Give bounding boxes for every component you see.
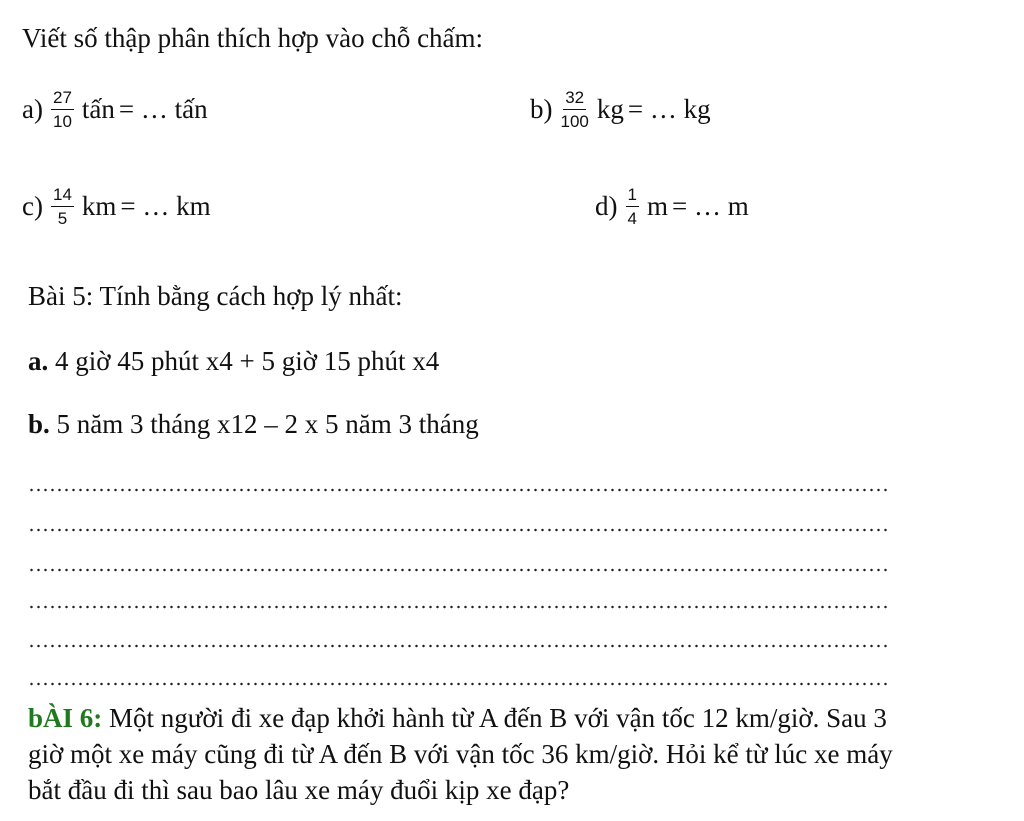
fraction-numerator: 32 — [563, 88, 586, 110]
exercise-b-label: b) — [530, 94, 553, 124]
exercise-c-label: c) — [22, 191, 43, 221]
exercise-c — [22, 185, 211, 228]
bai5-a-text: 4 giờ 45 phút x4 + 5 giờ 15 phút x4 — [55, 346, 440, 376]
exercise-b-fraction — [561, 88, 589, 131]
bai6-text: Một người đi xe đạp khởi hành từ A đến B với vận tốc 12 km/giờ. Sau 3 giờ một xe máy cũng đi từ A đến B với vận tốc 36 km/giờ. Hỏi kể từ lúc xe máy bắt đầu đi thì sau bao lâu xe máy đuổi kịp xe đạp? — [28, 703, 893, 805]
fraction-numerator: 14 — [51, 185, 74, 207]
bai5-title: Bài 5: Tính bằng cách hợp lý nhất: — [28, 281, 403, 311]
exercise-d-label: d) — [595, 191, 618, 221]
answer-line — [28, 568, 888, 572]
fraction-numerator: 1 — [626, 185, 639, 207]
exercise-b-unit: kg — [596, 94, 624, 124]
exercise-d-rhs: = … m — [671, 191, 749, 221]
exercise-c-fraction — [51, 185, 74, 228]
exercise-d-fraction — [626, 185, 639, 228]
exercise-a — [22, 88, 208, 131]
fraction-denominator: 4 — [627, 209, 637, 228]
fraction-denominator: 5 — [57, 209, 68, 228]
bai5-part-a — [28, 345, 439, 377]
fraction-numerator: 27 — [51, 88, 74, 110]
answer-line — [28, 528, 888, 532]
exercise-c-unit: km — [81, 191, 117, 221]
bai6-label: bÀI 6: — [28, 703, 103, 733]
answer-line — [28, 488, 888, 492]
fraction-denominator: 10 — [52, 112, 72, 131]
answer-line — [28, 605, 888, 609]
exercise-a-label: a) — [22, 94, 43, 124]
exercise-b-rhs: = … kg — [627, 94, 711, 124]
answer-line — [28, 682, 888, 686]
exercise-b — [530, 88, 711, 131]
answer-line — [28, 644, 888, 648]
exercise-c-rhs: = … km — [120, 191, 211, 221]
bai5-a-label: a. — [28, 346, 49, 376]
exercise-a-unit: tấn — [81, 94, 115, 124]
bai5-b-label: b. — [28, 409, 50, 439]
fraction-denominator: 100 — [560, 112, 589, 131]
exercise-a-rhs: = … tấn — [118, 94, 208, 124]
bai5-part-b — [28, 408, 479, 440]
exercise-heading: Viết số thập phân thích hợp vào chỗ chấm: — [22, 23, 484, 53]
exercise-d-unit: m — [646, 191, 668, 221]
exercise-a-fraction — [51, 88, 74, 131]
bai6-paragraph — [28, 700, 928, 808]
bai5-b-text: 5 năm 3 tháng x12 – 2 x 5 năm 3 tháng — [56, 409, 479, 439]
exercise-d — [595, 185, 749, 228]
